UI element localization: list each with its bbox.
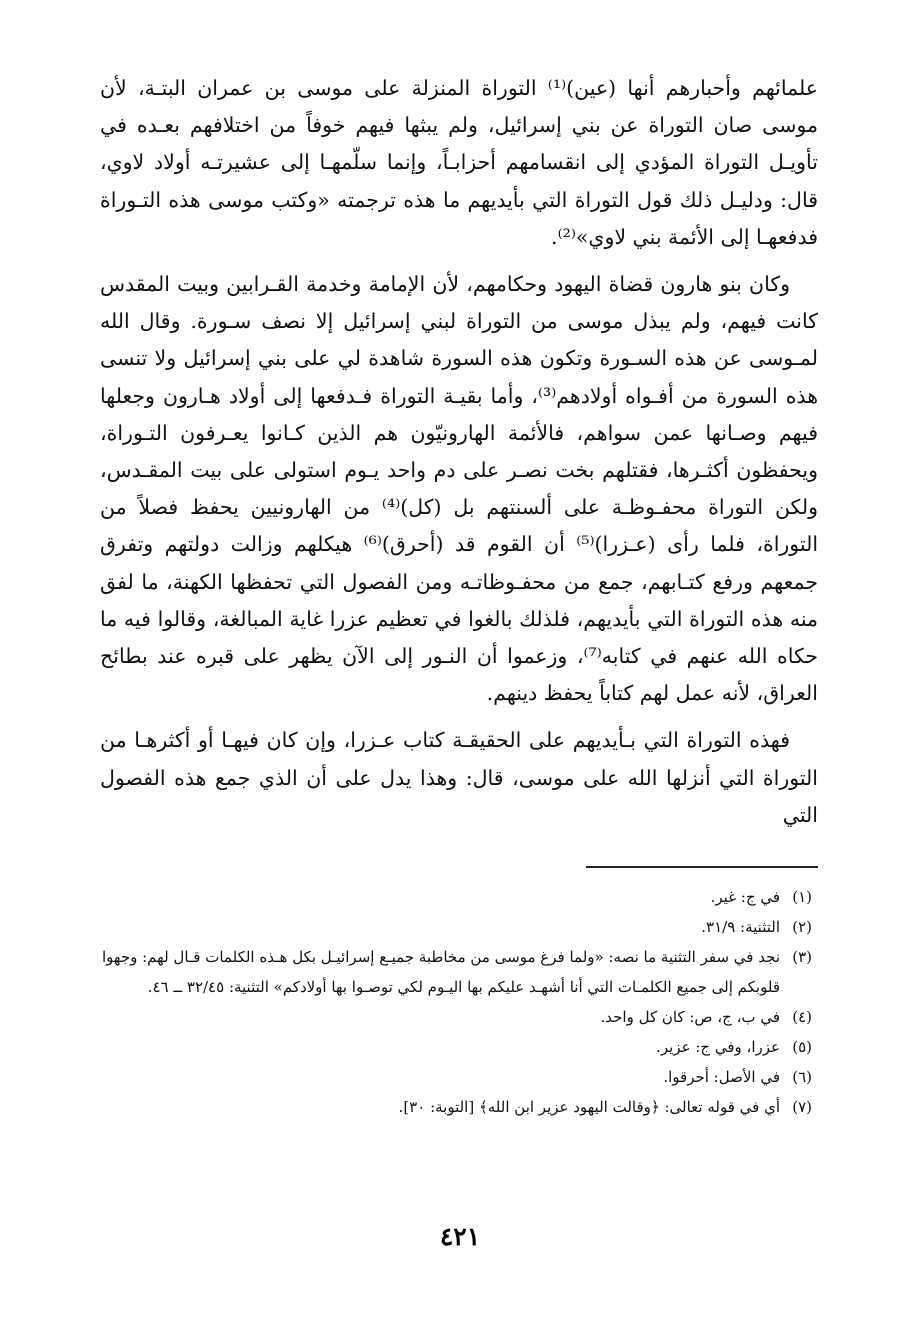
footnote-text: في ب، ج، ص: كان كل واحد.: [600, 1008, 780, 1027]
footnote-text: في الأصل: أحرقوا.: [663, 1068, 780, 1087]
footnote-item: [100, 1002, 818, 1032]
footnote-number: (٢): [792, 918, 812, 937]
footnote-item: [100, 942, 818, 1002]
paragraph-2: وكان بنو هارون قضاة اليهود وحكامهم، لأن الإمامة وخدمة القـرابين وبيت المقدس كانت فيهم، ولم يبذل موسى من التوراة لبني إسرائيل إلا نصف سـورة. وقال الله لمـوسى عن هذه السـورة وتكون هذه السورة شاهدة لي على بني إسرائيل ولا تنسى هذه السورة من أفـواه أولادهم⁽³⁾، وأما بقيـة التوراة فـدفعها إلى أولاد هـارون وجعلها فيهم وصـانها عمن سواهم، فالأئمة الهارونيّون هم الذين كـانوا يعـرفون التـوراة، ويحفظون أكثـرها، فقتلهم بخت نصـر على دم واحد يـوم استولى على بيت المقـدس، ولكن التوراة محفـوظـة على ألسنتهم بل (كل)⁽⁴⁾ من الهارونيين يحفظ فصلاً من التوراة، فلما رأى (عـزرا)⁽⁵⁾ أن القوم قد (أحرق)⁽⁶⁾ هيكلهم وزالت دولتهم وتفرق جمعهم ورفع كتـابهم، جمع من محفـوظاتـه ومن الفصول التي تحفظها الكهنة، ما لفق منه هذه التوراة التي بأيديهم، فلذلك بالغوا في تعظيم عزرا غاية المبالغة، وقالوا فيه ما حكاه الله عنهم في كتابه⁽⁷⁾، وزعموا أن النـور إلى الآن يظهر على قبره عند بطائح العراق، لأنه عمل لهم كتاباً يحفظ دينهم.: [100, 272, 819, 706]
footnote-text: في ج: غير.: [710, 888, 780, 907]
footnote-text: عزرا، وفي ج: عزير.: [656, 1038, 780, 1057]
footnote-separator: [586, 866, 818, 868]
footnote-number: (٧): [792, 1098, 812, 1117]
footnote-item: [100, 912, 818, 942]
footnote-item: [100, 1092, 818, 1122]
main-text: [100, 70, 818, 834]
footnote-item: [100, 882, 818, 912]
footnote-text: نجد في سفر التثنية ما نصه: «ولما فرغ موسى من مخاطبة جميـع إسرائيـل بكل هـذه الكلمات قـال لهم: وجهوا قلوبكم إلى جميع الكلمـات التي أنا أشهـد عليكم بها اليـوم لكي توصـوا بها أولادكم» التثنية: ٣٢/٤٥ ــ ٤٦.: [102, 948, 780, 997]
paragraph-1: علمائهم وأحبارهم أنها (عين)⁽¹⁾ التوراة المنزلة على موسى بن عمران البتـة، لأن موسى صان التوراة عن بني إسرائيل، ولم يبثها فيهم خوفاً من اختلافهم بعـده في تأويـل التوراة المؤدي إلى انقسامهم أحزابـاً، وإنما سلّمهـا إلى عشيرتـه أولاد لاوي، قال: ودليـل ذلك قول التوراة التي بأيديهم ما هذه ترجمته «وكتب موسى هذه التـوراة فدفعهـا إلى الأئمة بني لاوي»⁽²⁾.: [100, 76, 818, 249]
footnote-text: أي في قوله تعالى: ﴿وقالت اليهود عزير ابن الله﴾ [التوبة: ٣٠].: [398, 1098, 780, 1117]
footnote-number: (٦): [792, 1068, 812, 1087]
footnote-number: (١): [792, 888, 812, 907]
footnotes-list: [100, 882, 818, 1122]
footnote-number: (٣): [792, 948, 812, 967]
footnote-number: (٥): [792, 1038, 812, 1057]
footnote-number: (٤): [792, 1008, 812, 1027]
footnote-item: [100, 1062, 818, 1092]
paragraph-3: فهذه التوراة التي بـأيديهم على الحقيقـة كتاب عـزرا، وإن كان فيهـا أو أكثرهـا من التوراة التي أنزلها الله على موسى، قال: وهذا يدل على أن الذي جمع هذه الفصول التي: [100, 728, 818, 827]
footnote-text: التثنية: ٣١/٩.: [701, 918, 780, 937]
page-number: ٤٢١: [439, 1224, 481, 1251]
footnote-item: [100, 1032, 818, 1062]
